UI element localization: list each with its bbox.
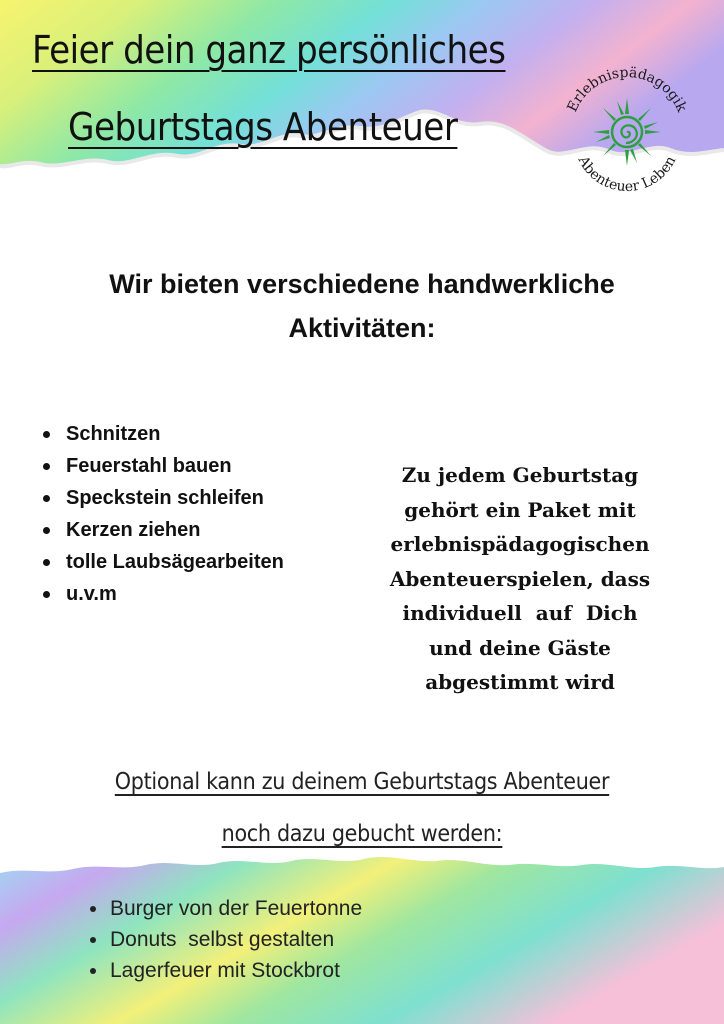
optional-line-1: Optional kann zu deinem Geburtstags Abenteuer [114, 769, 610, 795]
bullet-icon [43, 591, 50, 598]
erlebnispaedagogik-logo [552, 60, 702, 200]
list-item: Kerzen ziehen [40, 514, 284, 546]
logo-text-bottom: Abenteuer Leben [574, 153, 680, 196]
extras-list [88, 893, 362, 986]
intro-line-2: Aktivitäten: [288, 313, 436, 343]
optional-line-2: noch dazu gebucht werden: [221, 821, 503, 847]
bullet-icon [43, 431, 50, 438]
logo-text-top: Erlebnispädagogik [564, 64, 690, 115]
bullet-icon [43, 463, 50, 470]
bullet-icon [90, 906, 96, 912]
activities-list [40, 418, 284, 610]
bullet-icon [90, 937, 96, 943]
package-description: Zu jedem Geburtstag gehört ein Paket mit erlebnispädagogischen Abenteuerspielen, dass individuell auf Dich und deine Gäste abgestimmt wird [389, 463, 651, 694]
list-item: Donuts selbst gestalten [88, 924, 362, 955]
list-item: Feuerstahl bauen [40, 450, 284, 482]
intro-heading [30, 262, 694, 350]
list-item: Lagerfeuer mit Stockbrot [88, 955, 362, 986]
page-title-line-1: Feier dein ganz persönliches [32, 28, 506, 72]
page-title-line-2: Geburtstags Abenteuer [68, 105, 458, 149]
list-item: u.v.m [40, 578, 284, 610]
spiral-sun-icon [593, 98, 661, 166]
bullet-icon [43, 495, 50, 502]
list-item: Schnitzen [40, 418, 284, 450]
list-item: Burger von der Feuertonne [88, 893, 362, 924]
bullet-icon [43, 559, 50, 566]
optional-heading [40, 756, 684, 860]
bullet-icon [90, 968, 96, 974]
list-item: tolle Laubsägearbeiten [40, 546, 284, 578]
bullet-icon [43, 527, 50, 534]
intro-line-1: Wir bieten verschiedene handwerkliche [109, 269, 615, 299]
list-item: Speckstein schleifen [40, 482, 284, 514]
